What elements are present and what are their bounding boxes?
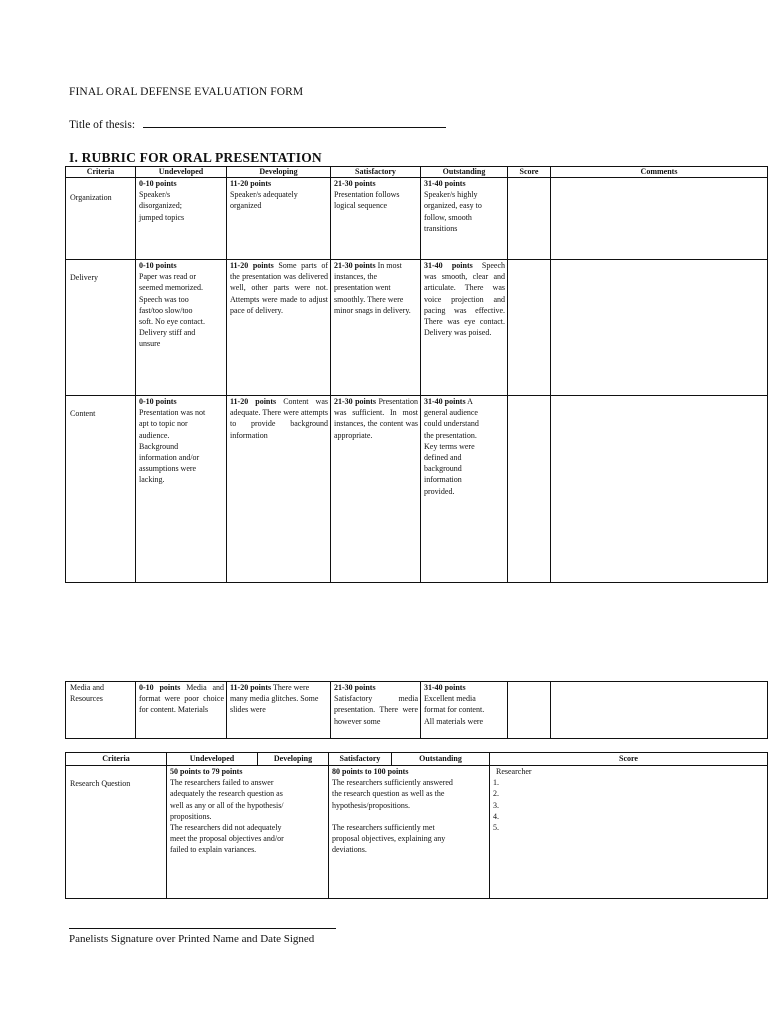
cell-text-line: logical sequence — [334, 201, 388, 211]
points-label: 11-20 points — [230, 683, 272, 692]
criteria-line: Resources — [70, 694, 103, 704]
score-item[interactable]: 5. — [493, 823, 499, 833]
table-row-organization — [66, 178, 768, 260]
cell-text-line: Presentation follows — [334, 190, 400, 200]
points-label: 21-30 points — [334, 261, 376, 270]
cell-text-line: assumptions were — [139, 464, 197, 474]
meets-standard-cell — [329, 766, 490, 899]
cell-text-line: Delivery stiff and — [139, 328, 196, 338]
signature-line[interactable] — [69, 928, 336, 929]
cell-text-line: Excellent media — [424, 694, 476, 704]
table-header-row — [66, 167, 768, 178]
criteria-cell: Organization — [66, 178, 136, 260]
cell-text-line: well as any or all of the hypothesis/ — [170, 800, 284, 810]
points-label: 11-20 points — [230, 397, 277, 406]
column-header: Outstanding — [392, 753, 490, 766]
cell-text-line: hypothesis/propositions. — [332, 800, 411, 810]
cell-text-line: unsure — [139, 339, 161, 349]
cell-text-line: Paper was read or — [139, 272, 197, 282]
points-label: 0-10 points — [139, 179, 177, 188]
cell-text: Satisfactory media presentation. There were however some — [334, 694, 418, 726]
cell-text-line: A — [467, 397, 473, 406]
comments-cell[interactable] — [551, 260, 768, 396]
section-heading: I. RUBRIC FOR ORAL PRESENTATION — [69, 150, 322, 165]
cell-text: Some parts of the presentation was delivered well, other parts were not. Attempts were made to adjust pace of delivery. — [230, 261, 328, 315]
outstanding-cell — [421, 178, 508, 260]
outstanding-cell — [421, 396, 508, 583]
criteria-cell: Research Question — [66, 766, 167, 899]
score-heading: Researcher — [496, 767, 532, 776]
column-header: Comments — [551, 167, 768, 178]
column-header: Developing — [258, 753, 329, 766]
form-title: FINAL ORAL DEFENSE EVALUATION FORM — [69, 86, 304, 98]
undeveloped-cell — [136, 178, 227, 260]
column-header: Score — [508, 167, 551, 178]
points-label: 50 points to 79 points — [170, 767, 243, 776]
table-row-research-question — [66, 766, 768, 899]
points-label: 80 points to 100 points — [332, 767, 409, 776]
score-cell[interactable] — [508, 178, 551, 260]
cell-text: Content was adequate. There were attempts to provide background information — [230, 397, 328, 440]
cell-text-line: Speaker/s highly — [424, 190, 478, 200]
cell-text-line: the presentation. — [424, 430, 477, 440]
cell-text-line: The researchers failed to answer — [170, 778, 274, 788]
cell-text: Presentation was sufficient. In most instances, the content was appropriate. — [334, 397, 419, 440]
cell-text-line: Key terms were — [424, 441, 475, 451]
cell-text-line: follow, smooth — [424, 212, 472, 222]
column-header: Satisfactory — [329, 753, 392, 766]
column-header: Score — [490, 753, 768, 766]
undeveloped-cell — [136, 260, 227, 396]
cell-text-line: defined and — [424, 453, 462, 463]
cell-text-line: meet the proposal objectives and/or — [170, 834, 284, 844]
thesis-title-line — [69, 117, 446, 131]
cell-text-line: format for content. — [424, 705, 485, 715]
column-header: Criteria — [66, 753, 167, 766]
criteria-line: Media and — [70, 683, 104, 692]
cell-text-line: information — [424, 475, 462, 485]
outstanding-cell — [421, 260, 508, 396]
cell-text-line: soft. No eye contact. — [139, 317, 205, 327]
cell-text-line: Speaker/s adequately — [230, 190, 298, 200]
comments-cell[interactable] — [551, 396, 768, 583]
cell-text-line: general audience — [424, 408, 478, 418]
score-item[interactable]: 2. — [493, 789, 499, 799]
cell-text-line: apt to topic nor — [139, 419, 188, 429]
developing-cell — [227, 396, 331, 583]
points-label: 31-40 points — [424, 397, 466, 406]
cell-text-line: seemed memorized. — [139, 283, 203, 293]
score-cell[interactable] — [508, 396, 551, 583]
points-label: 31-40 points — [424, 261, 473, 270]
thesis-title-label: Title of thesis: — [69, 119, 136, 131]
column-header: Criteria — [66, 167, 136, 178]
score-cell[interactable] — [508, 260, 551, 396]
column-header: Undeveloped — [167, 753, 258, 766]
cell-text-line: the research question as well as the — [332, 789, 445, 799]
outstanding-cell — [421, 682, 508, 739]
cell-text-line: failed to explain variances. — [170, 845, 257, 855]
score-cell[interactable] — [508, 682, 551, 739]
column-header: Satisfactory — [331, 167, 421, 178]
cell-text: There were many media glitches. Some slides were — [230, 683, 319, 715]
satisfactory-cell — [331, 178, 421, 260]
cell-text-line: lacking. — [139, 475, 165, 485]
table-row-media — [66, 682, 768, 739]
cell-text-line: Background — [139, 441, 179, 451]
criteria-cell: Delivery — [66, 260, 136, 396]
satisfactory-cell — [331, 682, 421, 739]
points-label: 21-30 points — [334, 397, 377, 406]
points-label: 21-30 points — [334, 683, 376, 692]
cell-text-line: deviations. — [332, 845, 367, 855]
undeveloped-cell — [136, 682, 227, 739]
cell-text-line: provided. — [424, 486, 455, 496]
points-label: 0-10 points — [139, 683, 181, 692]
score-item[interactable]: 4. — [493, 811, 499, 821]
criteria-cell — [66, 682, 136, 739]
cell-text-line: background — [424, 464, 462, 474]
cell-text-line: The researchers did not adequately — [170, 823, 282, 833]
cell-text-line: Speaker/s — [139, 190, 171, 200]
table-row-content — [66, 396, 768, 583]
research-question-rubric-table — [65, 752, 768, 899]
signature-label: Panelists Signature over Printed Name and Date Signed — [69, 933, 315, 945]
comments-cell[interactable] — [551, 682, 768, 739]
cell-text-line: audience. — [139, 430, 170, 440]
cell-text: Media and format were poor choice for content. Materials — [139, 683, 224, 715]
undeveloped-cell — [136, 396, 227, 583]
cell-text-line: information and/or — [139, 453, 200, 463]
points-label: 0-10 points — [139, 261, 177, 270]
satisfactory-cell — [331, 260, 421, 396]
points-label: 21-30 points — [334, 179, 376, 188]
score-cell[interactable] — [490, 766, 768, 899]
score-item[interactable]: 1. — [493, 778, 499, 788]
cell-text-line: fast/too slow/too — [139, 305, 193, 315]
cell-text-line: could understand — [424, 419, 479, 429]
cell-text-line: The researchers sufficiently met — [332, 822, 435, 832]
oral-presentation-rubric-table — [65, 166, 768, 583]
cell-text-line: All materials were — [424, 716, 484, 726]
cell-text-spacer — [332, 811, 487, 822]
below-standard-cell — [167, 766, 329, 899]
developing-cell — [227, 178, 331, 260]
developing-cell — [227, 682, 331, 739]
cell-text-line: Presentation was not — [139, 408, 206, 418]
cell-text-line: organized, easy to — [424, 201, 482, 211]
cell-text-line: jumped topics — [139, 212, 185, 222]
points-label: 31-40 points — [424, 179, 466, 188]
cell-text-line: disorganized; — [139, 201, 182, 211]
points-label: 31-40 points — [424, 683, 466, 692]
table-row-delivery — [66, 260, 768, 396]
cell-text-line: adequately the research question as — [170, 789, 283, 799]
table-header-row — [66, 753, 768, 766]
cell-text-line: organized — [230, 201, 262, 211]
points-label: 0-10 points — [139, 397, 177, 406]
comments-cell[interactable] — [551, 178, 768, 260]
score-item[interactable]: 3. — [493, 800, 499, 810]
cell-text-line: propositions. — [170, 811, 212, 821]
cell-text: In most instances, the presentation went smoothly. There were minor snags in delivery. — [334, 261, 411, 315]
media-resources-table — [65, 681, 768, 739]
cell-text-line: Speech was too — [139, 294, 189, 304]
column-header: Outstanding — [421, 167, 508, 178]
cell-text-line: proposal objectives, explaining any — [332, 834, 446, 844]
thesis-title-blank — [143, 117, 446, 128]
cell-text-line: transitions — [424, 223, 458, 233]
points-label: 11-20 points — [230, 261, 274, 270]
column-header: Undeveloped — [136, 167, 227, 178]
column-header: Developing — [227, 167, 331, 178]
cell-text-line: The researchers sufficiently answered — [332, 778, 453, 788]
developing-cell — [227, 260, 331, 396]
criteria-cell: Content — [66, 396, 136, 583]
cell-text: Speech was smooth, clear and articulate. There was voice projection and pacing was effective. There was eye contact. Delivery was poised. — [424, 261, 506, 338]
satisfactory-cell — [331, 396, 421, 583]
points-label: 11-20 points — [230, 179, 272, 188]
